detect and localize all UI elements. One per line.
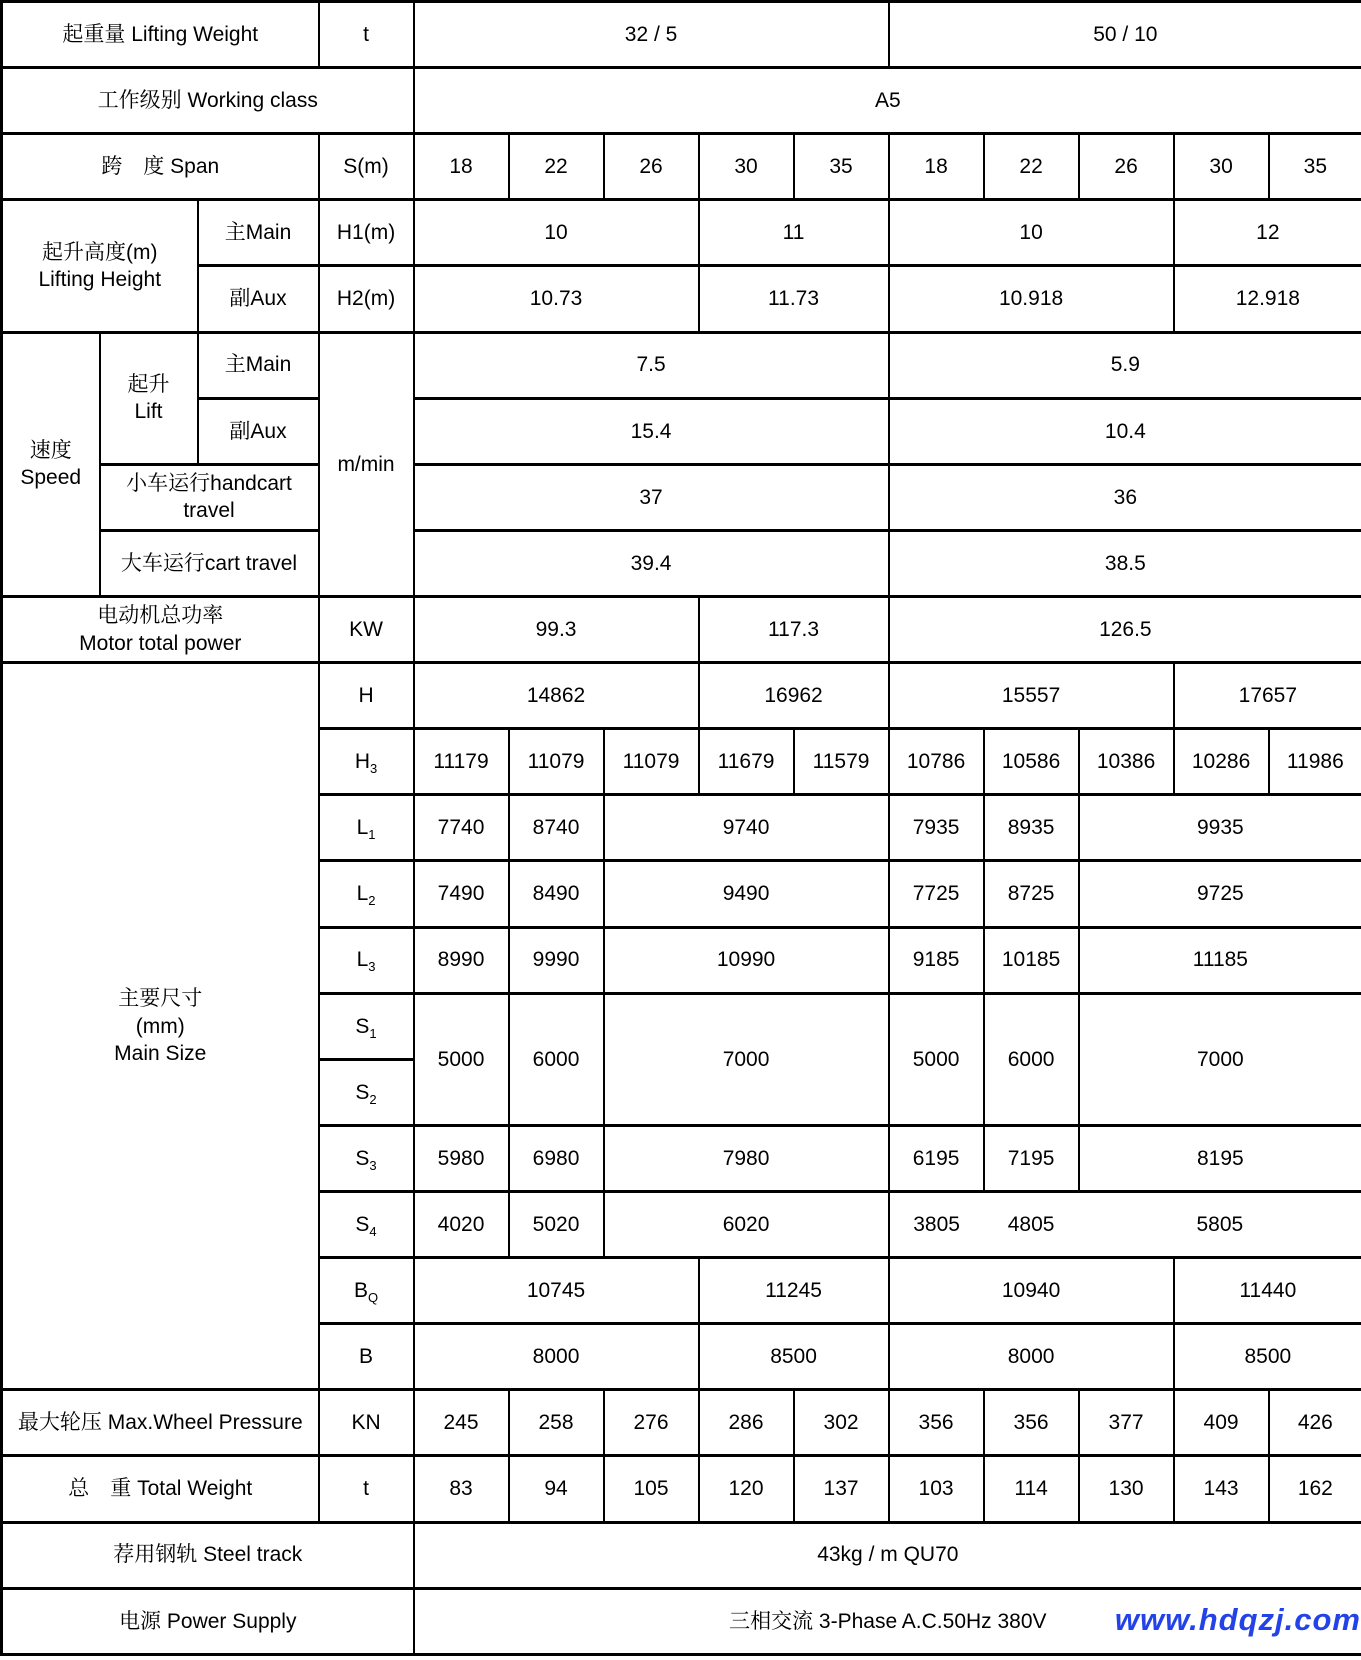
size-s3-value: 8195 xyxy=(1079,1125,1361,1191)
lifting-weight-value: 32 / 5 xyxy=(414,2,889,68)
row-size-h xyxy=(2,663,1361,729)
power-supply-label: 电源 Power Supply xyxy=(2,1588,414,1654)
size-l2-value: 7490 xyxy=(414,861,509,927)
size-s3-value: 6980 xyxy=(509,1125,604,1191)
size-bq-value: 11440 xyxy=(1174,1258,1361,1324)
size-s12-value: 6000 xyxy=(984,993,1079,1125)
size-s3-value: 5980 xyxy=(414,1125,509,1191)
row-steel-track xyxy=(2,1522,1361,1588)
size-l2-value: 7725 xyxy=(889,861,984,927)
total-weight-value: 103 xyxy=(889,1456,984,1522)
row-speed-lift-aux xyxy=(2,398,1361,464)
size-l1-symbol: $L_1$ xyxy=(319,795,414,861)
motor-power-label xyxy=(2,596,319,662)
size-l3-value: 10990 xyxy=(604,927,889,993)
h2-value: 12.918 xyxy=(1174,266,1361,332)
size-s3-value: 7195 xyxy=(984,1125,1079,1191)
speed-lift-label xyxy=(100,332,198,464)
size-b-value: 8500 xyxy=(1174,1324,1361,1390)
size-s12-value: 7000 xyxy=(1079,993,1361,1125)
speed-handcart-value: 36 xyxy=(889,464,1361,530)
total-weight-value: 137 xyxy=(794,1456,889,1522)
wheel-pressure-value: 426 xyxy=(1269,1390,1361,1456)
size-l2-value: 8490 xyxy=(509,861,604,927)
size-s12-value: 7000 xyxy=(604,993,889,1125)
wheel-pressure-value: 409 xyxy=(1174,1390,1269,1456)
size-h-value: 14862 xyxy=(414,663,699,729)
lifting-height-main-label: 主Main xyxy=(198,200,319,266)
size-l3-symbol: $L_3$ xyxy=(319,927,414,993)
steel-track-label: 荐用钢轨 Steel track xyxy=(2,1522,414,1588)
wheel-pressure-value: 356 xyxy=(984,1390,1079,1456)
size-s1-symbol: $S_1$ xyxy=(319,993,414,1059)
span-value: 22 xyxy=(984,134,1079,200)
size-s4-symbol: $S_4$ xyxy=(319,1191,414,1257)
size-s12-value: 5000 xyxy=(889,993,984,1125)
size-s4-value: 4020 xyxy=(414,1191,509,1257)
size-h3-value: 11079 xyxy=(509,729,604,795)
size-l2-value: 9490 xyxy=(604,861,889,927)
size-l1-value: 7740 xyxy=(414,795,509,861)
row-working-class xyxy=(2,68,1361,134)
size-bq-value: 10940 xyxy=(889,1258,1174,1324)
size-s4-value: 5805 xyxy=(1079,1191,1361,1257)
size-h3-symbol: $H_3$ xyxy=(319,729,414,795)
size-l1-value: 9740 xyxy=(604,795,889,861)
label-line-en: Speed xyxy=(20,466,82,490)
span-value: 18 xyxy=(889,134,984,200)
h1-value: 10 xyxy=(889,200,1174,266)
h1-value: 10 xyxy=(414,200,699,266)
total-weight-value: 114 xyxy=(984,1456,1079,1522)
label-line-cn: 速度 xyxy=(29,438,72,462)
wheel-pressure-value: 276 xyxy=(604,1390,699,1456)
span-value: 35 xyxy=(1269,134,1361,200)
speed-cart-value: 38.5 xyxy=(889,530,1361,596)
speed-lift-aux-label: 副Aux xyxy=(198,398,319,464)
speed-lift-aux-value: 15.4 xyxy=(414,398,889,464)
span-value: 22 xyxy=(509,134,604,200)
size-s3-value: 6195 xyxy=(889,1125,984,1191)
size-s12-value: 6000 xyxy=(509,993,604,1125)
lifting-weight-value: 50 / 10 xyxy=(889,2,1361,68)
size-s4-value: 6020 xyxy=(604,1191,889,1257)
total-weight-value: 143 xyxy=(1174,1456,1269,1522)
wheel-pressure-label: 最大轮压 Max.Wheel Pressure xyxy=(2,1390,319,1456)
label-line-en: Lift xyxy=(134,400,163,424)
size-h3-value: 10386 xyxy=(1079,729,1174,795)
size-h3-value: 11079 xyxy=(604,729,699,795)
row-lifting-weight xyxy=(2,2,1361,68)
span-unit: S(m) xyxy=(319,134,414,200)
lifting-weight-unit: t xyxy=(319,2,414,68)
h2-value: 10.918 xyxy=(889,266,1174,332)
speed-lift-main-value: 7.5 xyxy=(414,332,889,398)
wheel-pressure-value: 356 xyxy=(889,1390,984,1456)
total-weight-unit: t xyxy=(319,1456,414,1522)
size-s4-value: 4805 xyxy=(984,1191,1079,1257)
size-l2-value: 9725 xyxy=(1079,861,1361,927)
h2-value: 10.73 xyxy=(414,266,699,332)
total-weight-value: 83 xyxy=(414,1456,509,1522)
label-line-en: Lifting Height xyxy=(38,267,162,291)
size-l1-value: 7935 xyxy=(889,795,984,861)
working-class-label: 工作级别 Working class xyxy=(2,68,414,134)
label-line-cn: 电动机总功率 xyxy=(97,604,224,628)
size-s4-value: 5020 xyxy=(509,1191,604,1257)
speed-cart-value: 39.4 xyxy=(414,530,889,596)
label-line-cn: 起升 xyxy=(127,372,170,396)
h1-value: 12 xyxy=(1174,200,1361,266)
total-weight-value: 130 xyxy=(1079,1456,1174,1522)
total-weight-value: 120 xyxy=(699,1456,794,1522)
total-weight-label: 总 重 Total Weight xyxy=(2,1456,319,1522)
size-h-value: 17657 xyxy=(1174,663,1361,729)
size-h3-value: 11179 xyxy=(414,729,509,795)
size-l1-value: 8935 xyxy=(984,795,1079,861)
row-speed-cart xyxy=(2,530,1361,596)
label-line-en: Motor total power xyxy=(79,631,242,655)
size-l3-value: 9990 xyxy=(509,927,604,993)
label-line-mid: (mm) xyxy=(135,1014,185,1038)
size-l3-value: 8990 xyxy=(414,927,509,993)
wheel-pressure-value: 258 xyxy=(509,1390,604,1456)
size-s3-value: 7980 xyxy=(604,1125,889,1191)
size-l3-value: 11185 xyxy=(1079,927,1361,993)
size-bq-symbol: $B_Q$ xyxy=(319,1258,414,1324)
size-s2-symbol: $S_2$ xyxy=(319,1059,414,1125)
size-bq-value: 10745 xyxy=(414,1258,699,1324)
span-value: 26 xyxy=(1079,134,1174,200)
span-label: 跨 度 Span xyxy=(2,134,319,200)
size-l1-value: 9935 xyxy=(1079,795,1361,861)
size-s4-value: 3805 xyxy=(889,1191,984,1257)
speed-lift-main-value: 5.9 xyxy=(889,332,1361,398)
row-lifting-height-aux xyxy=(2,266,1361,332)
size-b-value: 8500 xyxy=(699,1324,889,1390)
label-line-en: Main Size xyxy=(114,1041,207,1065)
speed-lift-aux-value: 10.4 xyxy=(889,398,1361,464)
size-h-value: 15557 xyxy=(889,663,1174,729)
working-class-value: A5 xyxy=(414,68,1361,134)
power-supply-value: 三相交流 3-Phase A.C.50Hz 380V xyxy=(414,1588,1361,1654)
wheel-pressure-value: 286 xyxy=(699,1390,794,1456)
row-span xyxy=(2,134,1361,200)
speed-handcart-label: 小车运行handcart travel xyxy=(100,464,319,530)
wheel-pressure-unit: KN xyxy=(319,1390,414,1456)
label-line-cn: 主要尺寸 xyxy=(118,987,203,1011)
size-h-symbol: H xyxy=(319,663,414,729)
lifting-height-aux-label: 副Aux xyxy=(198,266,319,332)
size-l2-value: 8725 xyxy=(984,861,1079,927)
h2-value: 11.73 xyxy=(699,266,889,332)
row-total-weight xyxy=(2,1456,1361,1522)
size-h3-value: 11579 xyxy=(794,729,889,795)
size-bq-value: 11245 xyxy=(699,1258,889,1324)
motor-power-value: 126.5 xyxy=(889,596,1361,662)
motor-power-value: 99.3 xyxy=(414,596,699,662)
size-h3-value: 10786 xyxy=(889,729,984,795)
steel-track-value: 43kg / m QU70 xyxy=(414,1522,1361,1588)
lifting-height-label xyxy=(2,200,198,332)
motor-power-unit: KW xyxy=(319,596,414,662)
row-speed-handcart xyxy=(2,464,1361,530)
motor-power-value: 117.3 xyxy=(699,596,889,662)
label-line-cn: 起升高度(m) xyxy=(42,240,158,264)
h1-value: 11 xyxy=(699,200,889,266)
main-size-label xyxy=(2,663,319,1390)
watermark-link[interactable]: www.hdqzj.com xyxy=(1114,1602,1361,1637)
size-h-value: 16962 xyxy=(699,663,889,729)
size-b-symbol: B xyxy=(319,1324,414,1390)
lifting-height-aux-unit: H2(m) xyxy=(319,266,414,332)
span-value: 18 xyxy=(414,134,509,200)
size-b-value: 8000 xyxy=(414,1324,699,1390)
size-l3-value: 10185 xyxy=(984,927,1079,993)
size-s3-symbol: $S_3$ xyxy=(319,1125,414,1191)
span-value: 30 xyxy=(699,134,794,200)
size-h3-value: 10286 xyxy=(1174,729,1269,795)
lifting-height-main-unit: H1(m) xyxy=(319,200,414,266)
total-weight-value: 162 xyxy=(1269,1456,1361,1522)
speed-unit: m/min xyxy=(319,332,414,596)
total-weight-value: 105 xyxy=(604,1456,699,1522)
size-l3-value: 9185 xyxy=(889,927,984,993)
lifting-weight-label: 起重量 Lifting Weight xyxy=(2,2,319,68)
speed-label xyxy=(2,332,100,596)
row-speed-lift-main xyxy=(2,332,1361,398)
span-value: 35 xyxy=(794,134,889,200)
row-wheel-pressure xyxy=(2,1390,1361,1456)
wheel-pressure-value: 302 xyxy=(794,1390,889,1456)
wheel-pressure-value: 245 xyxy=(414,1390,509,1456)
size-s12-value: 5000 xyxy=(414,993,509,1125)
speed-cart-label: 大车运行cart travel xyxy=(100,530,319,596)
size-h3-value: 11986 xyxy=(1269,729,1361,795)
size-h3-value: 11679 xyxy=(699,729,794,795)
size-l2-symbol: $L_2$ xyxy=(319,861,414,927)
size-h3-value: 10586 xyxy=(984,729,1079,795)
span-value: 26 xyxy=(604,134,699,200)
row-lifting-height-main xyxy=(2,200,1361,266)
total-weight-value: 94 xyxy=(509,1456,604,1522)
speed-handcart-value: 37 xyxy=(414,464,889,530)
speed-lift-main-label: 主Main xyxy=(198,332,319,398)
size-l1-value: 8740 xyxy=(509,795,604,861)
size-b-value: 8000 xyxy=(889,1324,1174,1390)
span-value: 30 xyxy=(1174,134,1269,200)
wheel-pressure-value: 377 xyxy=(1079,1390,1174,1456)
row-motor-power xyxy=(2,596,1361,662)
